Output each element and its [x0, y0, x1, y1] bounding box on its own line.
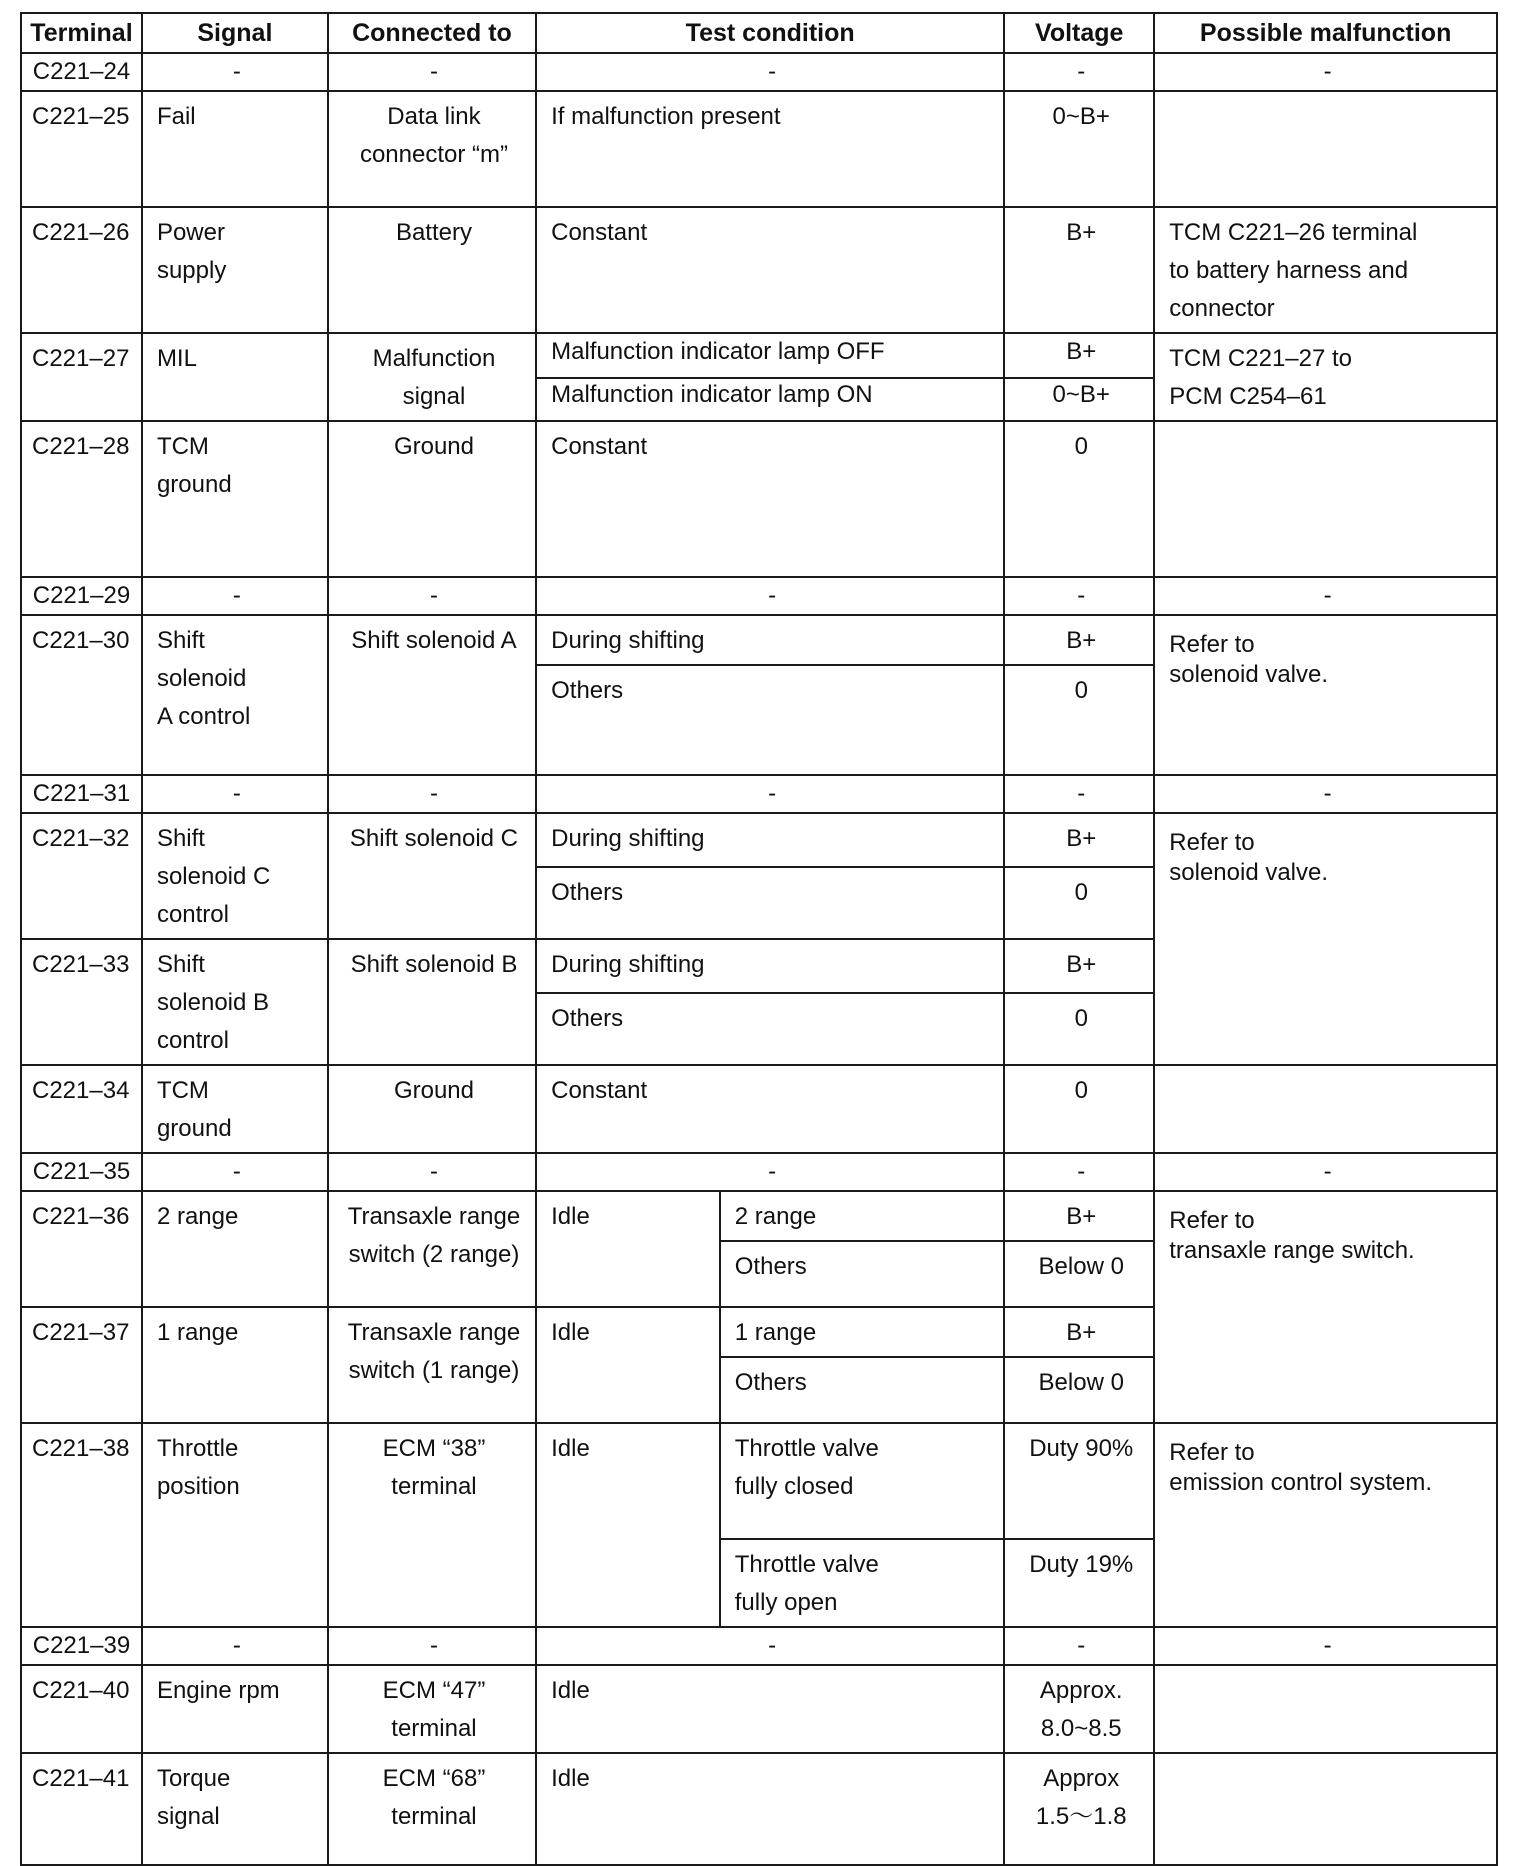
test-condition-cell: Constant: [536, 1065, 1004, 1153]
signal-cell: Torque signal: [142, 1753, 328, 1865]
test-subcondition-cell: Throttle valve fully open: [720, 1539, 1004, 1627]
table-row: [21, 1753, 1497, 1865]
malfunction-cell: Refer to solenoid valve.: [1154, 813, 1497, 1065]
test-condition-cell: Idle: [536, 1423, 720, 1627]
terminal-cell: C221–31: [21, 775, 142, 813]
voltage-cell: 0: [1004, 421, 1154, 577]
test-condition-cell: During shifting: [536, 939, 1004, 993]
voltage-cell: Below 0: [1004, 1241, 1154, 1307]
voltage-cell: B+: [1004, 1307, 1154, 1357]
dash-cell: -: [142, 577, 328, 615]
table-row: [21, 1153, 1497, 1191]
connected-cell: Transaxle range switch (1 range): [328, 1307, 536, 1423]
dash-cell: -: [1004, 775, 1154, 813]
voltage-cell: B+: [1004, 939, 1154, 993]
dash-cell: -: [1004, 53, 1154, 91]
dash-cell: -: [1004, 1153, 1154, 1191]
test-condition-cell: During shifting: [536, 813, 1004, 867]
table-row: [21, 53, 1497, 91]
malfunction-cell: Refer to transaxle range switch.: [1154, 1191, 1497, 1423]
signal-cell: Shift solenoid A control: [142, 615, 328, 775]
voltage-cell: 0~B+: [1004, 378, 1154, 421]
connected-cell: Shift solenoid C: [328, 813, 536, 939]
malfunction-cell: [1154, 421, 1497, 577]
voltage-cell: B+: [1004, 207, 1154, 333]
terminal-cell: C221–38: [21, 1423, 142, 1627]
dash-cell: -: [142, 53, 328, 91]
test-condition-cell: Constant: [536, 207, 1004, 333]
terminal-cell: C221–36: [21, 1191, 142, 1307]
dash-cell: -: [536, 1627, 1004, 1665]
dash-cell: -: [142, 1153, 328, 1191]
dash-cell: -: [1004, 577, 1154, 615]
connected-cell: Battery: [328, 207, 536, 333]
voltage-cell: Approx 1.5～1.8: [1004, 1753, 1154, 1865]
dash-cell: -: [1004, 1627, 1154, 1665]
dash-cell: -: [536, 1153, 1004, 1191]
signal-cell: 2 range: [142, 1191, 328, 1307]
header-voltage: Voltage: [1004, 13, 1154, 53]
terminal-cell: C221–26: [21, 207, 142, 333]
test-subcondition-cell: Others: [720, 1241, 1004, 1307]
terminal-cell: C221–32: [21, 813, 142, 939]
table-row: [21, 615, 1497, 665]
signal-cell: Fail: [142, 91, 328, 207]
test-subcondition-cell: Others: [720, 1357, 1004, 1423]
table-row: [21, 577, 1497, 615]
voltage-cell: 0: [1004, 993, 1154, 1065]
malfunction-cell: [1154, 1753, 1497, 1865]
test-condition-cell: Others: [536, 867, 1004, 939]
connected-cell: Shift solenoid B: [328, 939, 536, 1065]
table-row: [21, 775, 1497, 813]
table-row: [21, 207, 1497, 333]
connected-cell: Ground: [328, 1065, 536, 1153]
header-terminal: Terminal: [21, 13, 142, 53]
terminal-cell: C221–40: [21, 1665, 142, 1753]
header-possible-malfunction: Possible malfunction: [1154, 13, 1497, 53]
voltage-cell: 0: [1004, 665, 1154, 775]
terminal-voltage-table: [20, 12, 1498, 1866]
connected-cell: ECM “38” terminal: [328, 1423, 536, 1627]
dash-cell: -: [1154, 577, 1497, 615]
terminal-cell: C221–33: [21, 939, 142, 1065]
malfunction-cell: [1154, 1065, 1497, 1153]
dash-cell: -: [328, 577, 536, 615]
dash-cell: -: [328, 53, 536, 91]
table-row: [21, 1627, 1497, 1665]
table-row: [21, 813, 1497, 867]
connected-cell: Transaxle range switch (2 range): [328, 1191, 536, 1307]
test-condition-cell: Idle: [536, 1191, 720, 1307]
terminal-cell: C221–41: [21, 1753, 142, 1865]
dash-cell: -: [328, 1153, 536, 1191]
malfunction-cell: Refer to emission control system.: [1154, 1423, 1497, 1627]
dash-cell: -: [1154, 1627, 1497, 1665]
terminal-cell: C221–39: [21, 1627, 142, 1665]
voltage-cell: B+: [1004, 615, 1154, 665]
table-row: [21, 421, 1497, 577]
malfunction-cell: TCM C221–27 to PCM C254–61: [1154, 333, 1497, 421]
table-row: [21, 1191, 1497, 1241]
voltage-cell: 0~B+: [1004, 91, 1154, 207]
test-condition-cell: Malfunction indicator lamp OFF: [536, 333, 1004, 378]
dash-cell: -: [536, 775, 1004, 813]
terminal-cell: C221–30: [21, 615, 142, 775]
test-subcondition-cell: 2 range: [720, 1191, 1004, 1241]
dash-cell: -: [142, 775, 328, 813]
voltage-cell: B+: [1004, 333, 1154, 378]
voltage-cell: B+: [1004, 1191, 1154, 1241]
voltage-cell: Below 0: [1004, 1357, 1154, 1423]
dash-cell: -: [142, 1627, 328, 1665]
header-connected-to: Connected to: [328, 13, 536, 53]
test-condition-cell: Others: [536, 665, 1004, 775]
signal-cell: TCM ground: [142, 421, 328, 577]
test-subcondition-cell: Throttle valve fully closed: [720, 1423, 1004, 1539]
signal-cell: Shift solenoid B control: [142, 939, 328, 1065]
voltage-cell: Duty 19%: [1004, 1539, 1154, 1627]
connected-cell: Data link connector “m”: [328, 91, 536, 207]
table-row: [21, 333, 1497, 378]
signal-cell: TCM ground: [142, 1065, 328, 1153]
signal-cell: MIL: [142, 333, 328, 421]
terminal-cell: C221–29: [21, 577, 142, 615]
table-row: [21, 1065, 1497, 1153]
terminal-cell: C221–28: [21, 421, 142, 577]
connected-cell: Ground: [328, 421, 536, 577]
test-condition-cell: If malfunction present: [536, 91, 1004, 207]
connector-table-page: [20, 12, 1498, 1866]
signal-cell: Throttle position: [142, 1423, 328, 1627]
terminal-cell: C221–37: [21, 1307, 142, 1423]
table-row: [21, 1665, 1497, 1753]
connected-cell: Shift solenoid A: [328, 615, 536, 775]
terminal-cell: C221–25: [21, 91, 142, 207]
terminal-cell: C221–24: [21, 53, 142, 91]
dash-cell: -: [536, 53, 1004, 91]
malfunction-cell: [1154, 91, 1497, 207]
malfunction-cell: Refer to solenoid valve.: [1154, 615, 1497, 775]
signal-cell: Power supply: [142, 207, 328, 333]
dash-cell: -: [328, 1627, 536, 1665]
connected-cell: ECM “68” terminal: [328, 1753, 536, 1865]
voltage-cell: Approx. 8.0~8.5: [1004, 1665, 1154, 1753]
test-subcondition-cell: 1 range: [720, 1307, 1004, 1357]
voltage-cell: 0: [1004, 867, 1154, 939]
test-condition-cell: Malfunction indicator lamp ON: [536, 378, 1004, 421]
test-condition-cell: Constant: [536, 421, 1004, 577]
test-condition-cell: Idle: [536, 1307, 720, 1423]
table-row: [21, 1423, 1497, 1539]
terminal-cell: C221–35: [21, 1153, 142, 1191]
dash-cell: -: [1154, 53, 1497, 91]
voltage-cell: 0: [1004, 1065, 1154, 1153]
connected-cell: ECM “47” terminal: [328, 1665, 536, 1753]
terminal-cell: C221–27: [21, 333, 142, 421]
signal-cell: Engine rpm: [142, 1665, 328, 1753]
signal-cell: 1 range: [142, 1307, 328, 1423]
test-condition-cell: Idle: [536, 1753, 1004, 1865]
header-test-condition: Test condition: [536, 13, 1004, 53]
header-row: [21, 13, 1497, 53]
dash-cell: -: [328, 775, 536, 813]
test-condition-cell: Others: [536, 993, 1004, 1065]
malfunction-cell: TCM C221–26 terminal to battery harness and connector: [1154, 207, 1497, 333]
malfunction-cell: [1154, 1665, 1497, 1753]
voltage-cell: Duty 90%: [1004, 1423, 1154, 1539]
test-condition-cell: During shifting: [536, 615, 1004, 665]
dash-cell: -: [1154, 775, 1497, 813]
connected-cell: Malfunction signal: [328, 333, 536, 421]
voltage-cell: B+: [1004, 813, 1154, 867]
table-row: [21, 91, 1497, 207]
signal-cell: Shift solenoid C control: [142, 813, 328, 939]
dash-cell: -: [536, 577, 1004, 615]
dash-cell: -: [1154, 1153, 1497, 1191]
test-condition-cell: Idle: [536, 1665, 1004, 1753]
terminal-cell: C221–34: [21, 1065, 142, 1153]
header-signal: Signal: [142, 13, 328, 53]
